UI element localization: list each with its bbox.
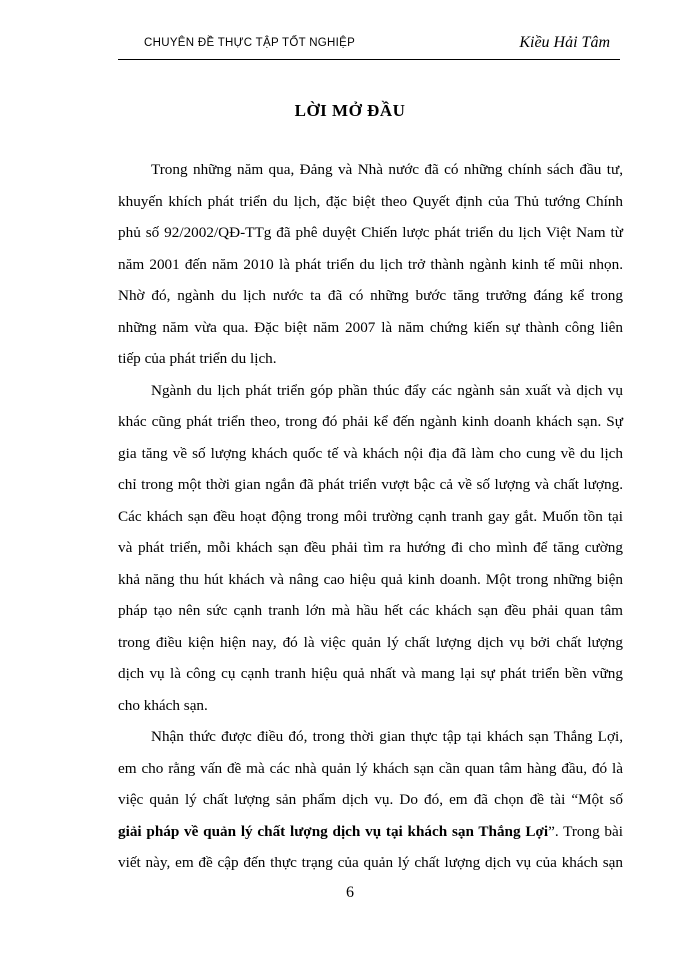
paragraph-2-line-3: gia tăng về số lượng khách quốc tế và khách nội địa đã làm cho cung về du lịch [118,444,623,462]
thesis-topic-title: giải pháp về quản lý chất lượng dịch vụ tại khách sạn Thắng Lợi [118,822,549,840]
paragraph-1-line-6: những năm vừa qua. Đặc biệt năm 2007 là năm chứng kiến sự thành công liên [118,318,623,336]
paragraph-1-line-1: Trong những năm qua, Đảng và Nhà nước đã có những chính sách đầu tư, [151,161,623,178]
paragraph-2-line-4: chỉ trong một thời gian ngắn đã phát triển vượt bậc cả về số lượng và chất lượng. [118,476,623,493]
paragraph-1-line-4: năm 2001 đến năm 2010 là phát triển du lịch trở thành ngành kinh tế mũi nhọn. [118,255,623,273]
paragraph-2-line-6: và phát triển, mỗi khách sạn đều phải tìm ra hướng đi cho mình để tăng cường [118,539,623,556]
paragraph-1-line-2: khuyến khích phát triển du lịch, đặc biệt theo Quyết định của Thủ tướng Chính [118,192,623,210]
paragraph-3-line-3: việc quản lý chất lượng sản phẩm dịch vụ. Do đó, em đã chọn đề tài “Một số [118,791,623,808]
paragraph-2-line-7: khả năng thu hút khách và nâng cao hiệu quả kinh doanh. Một trong những biện [118,570,623,588]
header-title: CHUYÊN ĐỀ THỰC TẬP TỐT NGHIỆP [144,37,356,49]
paragraph-3-line-2: em cho rằng vấn đề mà các nhà quản lý khách sạn cần quan tâm hàng đầu, đó là [118,759,623,777]
paragraph-2-line-10: dịch vụ là công cụ cạnh tranh hiệu quả nhất và mang lại sự phát triển bền vững [118,665,623,682]
paragraph-2-line-11: cho khách sạn. [118,696,208,714]
paragraph-2-line-2: khác cũng phát triển theo, trong đó phải kể đến ngành kinh doanh khách sạn. Sự [118,413,623,430]
paragraph-3-line-4 [118,816,623,848]
paragraph-2-line-1: Ngành du lịch phát triển góp phần thúc đẩy các ngành sản xuất và dịch vụ [151,381,623,399]
paragraph-3-line-5: viết này, em đề cập đến thực trạng của quản lý chất lượng dịch vụ của khách sạn [118,854,623,871]
paragraph-2-line-9: trong điều kiện hiện nay, đó là việc quản lý chất lượng dịch vụ bởi chất lượng [118,633,623,651]
paragraph-1-line-7: tiếp của phát triển du lịch. [118,350,277,367]
paragraph-2-line-8: pháp tạo nên sức cạnh tranh lớn mà hầu hết các khách sạn đều phải quan tâm [118,602,623,619]
paragraph-2-line-5: Các khách sạn đều hoạt động trong môi trường cạnh tranh gay gắt. Muốn tồn tại [118,507,623,525]
document-body [118,154,623,879]
header-author: Kiều Hải Tâm [519,34,610,51]
page-header [118,33,620,60]
page-title: LỜI MỞ ĐẦU [294,101,406,120]
paragraph-3-line-1: Nhận thức được điều đó, trong thời gian thực tập tại khách sạn Thắng Lợi, [151,728,623,745]
paragraph-1-line-3: phủ số 92/2002/QĐ-TTg đã phê duyệt Chiến lược phát triển du lịch Việt Nam từ [118,224,623,241]
page-number: 6 [346,884,354,901]
paragraph-1-line-5: Nhờ đó, ngành du lịch nước ta đã có những bước tăng trưởng đáng kể trong [118,287,623,304]
paragraph-3-after-topic: ”. Trong bài [548,822,623,840]
